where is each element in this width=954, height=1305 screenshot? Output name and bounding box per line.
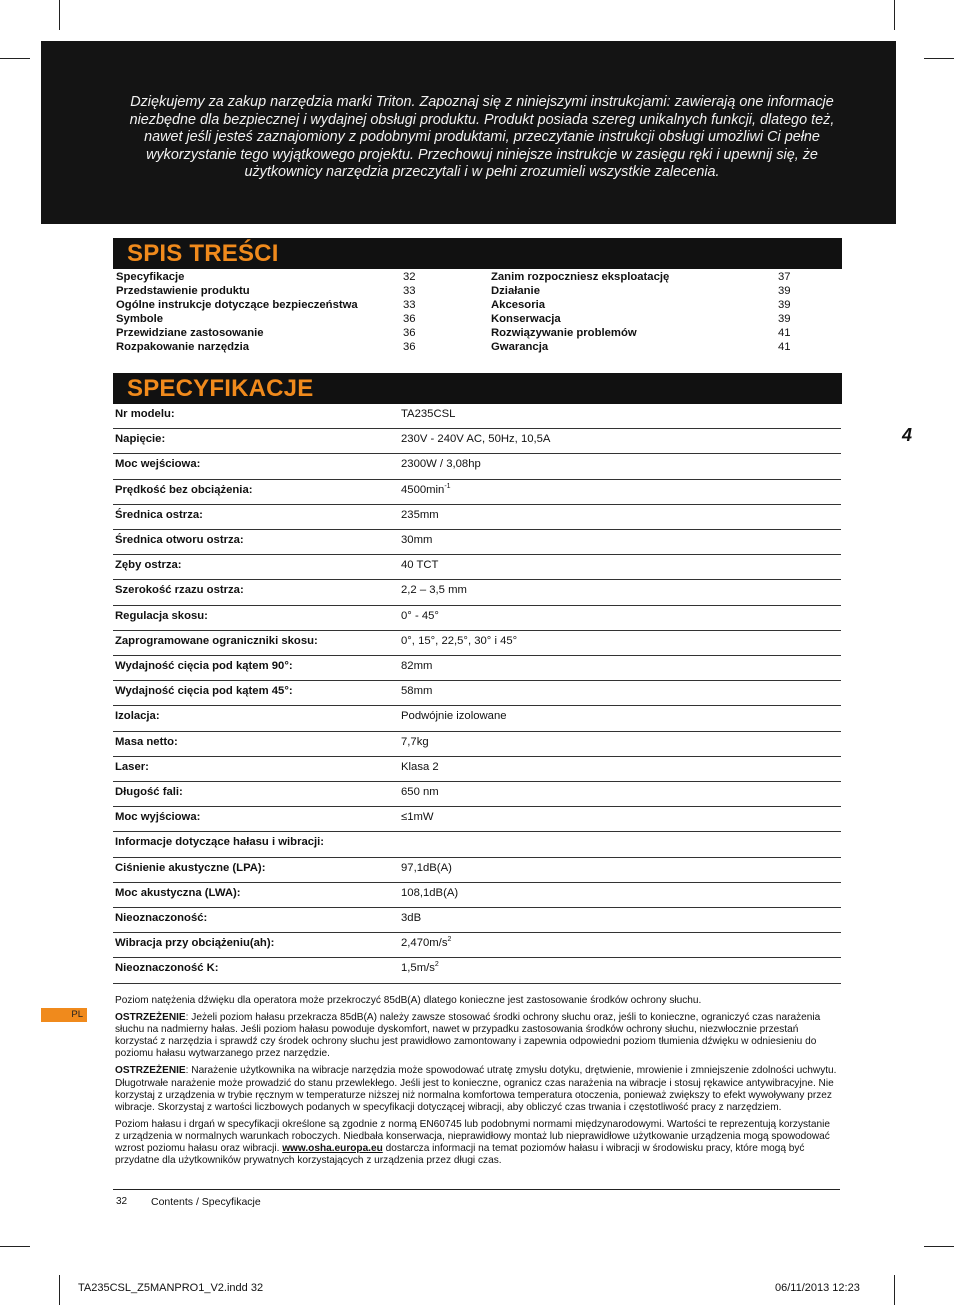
spec-row bbox=[113, 453, 841, 479]
spec-label: Szerokość rzazu ostrza: bbox=[115, 584, 244, 597]
spec-value bbox=[401, 811, 434, 823]
spec-value-text: 235mm bbox=[401, 508, 439, 521]
spec-value-text: 2,2 – 3,5 mm bbox=[401, 584, 467, 597]
spec-value-sup: -1 bbox=[444, 482, 451, 490]
toc-item-label: Gwarancja bbox=[491, 341, 549, 353]
spec-row bbox=[113, 907, 841, 933]
toc-item-page: 32 bbox=[403, 271, 416, 283]
spec-row bbox=[113, 756, 841, 782]
spec-row bbox=[113, 680, 841, 706]
spec-value bbox=[401, 635, 517, 647]
spec-value-text: 97,1dB(A) bbox=[401, 861, 452, 874]
spec-value bbox=[401, 534, 432, 546]
spec-value bbox=[401, 559, 438, 571]
specs-header bbox=[113, 373, 842, 404]
spec-row bbox=[113, 655, 841, 681]
spec-row bbox=[113, 479, 841, 505]
spec-value bbox=[401, 509, 439, 521]
spec-value bbox=[401, 962, 439, 974]
spec-label: Zaprogramowane ograniczniki skosu: bbox=[115, 634, 318, 647]
spec-value-text: Podwójnie izolowane bbox=[401, 710, 507, 723]
spec-row bbox=[113, 605, 841, 631]
spec-label: Napięcie: bbox=[115, 433, 166, 446]
toc-item-label: Symbole bbox=[116, 313, 164, 325]
spec-row bbox=[113, 781, 841, 807]
spec-label: Moc wyjściowa: bbox=[115, 811, 201, 824]
spec-label: Masa netto: bbox=[115, 735, 178, 748]
spec-value bbox=[401, 862, 452, 874]
spec-label: Laser: bbox=[115, 760, 149, 773]
standards-text-cont: dostarcza informacji na temat poziomów hałasu i wibracji w środowisku pracy, które mogą być przydatne dla użytkowników prywatnych korzystających z urządzenia przez długi czas. bbox=[115, 1143, 805, 1167]
spec-value-text: 2,470m/s bbox=[401, 937, 448, 950]
spec-value-text: 1,5m/s bbox=[401, 962, 435, 975]
spec-label: Wydajność cięcia pod kątem 45°: bbox=[115, 685, 293, 698]
spec-value bbox=[401, 610, 439, 622]
spec-value-text: 40 TCT bbox=[401, 559, 439, 572]
spec-value-text: 230V - 240V AC, 50Hz, 10,5A bbox=[401, 433, 551, 446]
slug-file: TA235CSL_Z5MANPRO1_V2.indd 32 bbox=[78, 1282, 264, 1294]
toc-item-page: 36 bbox=[403, 327, 416, 339]
toc-item-page: 41 bbox=[778, 341, 791, 353]
footer-rule bbox=[113, 1189, 840, 1190]
warning-label: OSTRZEŻENIE bbox=[115, 1065, 186, 1077]
warning-noise-text: : Jeżeli poziom hałasu przekracza 85dB(A) należy zawsze stosować środki ochrony słuchu oraz, jeśli to konieczne, ograniczyć czas narażenia słuchu na nadmierny hałas. Jeśli poziom hałasu powoduje dyskomfort, nawet w przypadku zastosowania środków ochrony słuchu, niezwłocznie przestań korzystać z narzędzia i sprawdź czy środek ochrony słuchu jest prawidłowo zamontowany i zapewnia odpowiedni poziom tłumienia dźwięku w odniesieniu do poziomu hałasu wytwarzanego przez narzędzie. bbox=[115, 1012, 821, 1060]
spec-label: Moc akustyczna (LWA): bbox=[115, 886, 241, 899]
spec-label: Informacje dotyczące hałasu i wibracji: bbox=[115, 836, 325, 849]
osha-link[interactable]: www.osha.europa.eu bbox=[282, 1143, 383, 1155]
spec-label: Długość fali: bbox=[115, 786, 183, 798]
spec-row bbox=[113, 403, 841, 429]
spec-value-text: 7,7kg bbox=[401, 735, 429, 748]
warning-label: OSTRZEŻENIE bbox=[115, 1012, 186, 1024]
spec-value bbox=[401, 685, 432, 697]
spec-value bbox=[401, 660, 432, 672]
crop-mark bbox=[924, 1246, 954, 1247]
crop-mark bbox=[0, 1246, 30, 1247]
spec-row bbox=[113, 529, 841, 555]
toc-header bbox=[113, 238, 842, 269]
spec-label: Zęby ostrza: bbox=[115, 559, 182, 572]
crop-mark bbox=[59, 0, 60, 30]
toc-item-page: 39 bbox=[778, 299, 791, 311]
spec-row bbox=[113, 705, 841, 731]
spec-value bbox=[401, 937, 451, 949]
crop-mark bbox=[0, 58, 30, 59]
spec-value-text: 2300W / 3,08hp bbox=[401, 458, 481, 471]
spec-row bbox=[113, 554, 841, 580]
toc-item-page: 36 bbox=[403, 341, 416, 353]
spec-value-text: 4500min bbox=[401, 483, 445, 496]
spec-label: Wydajność cięcia pod kątem 90°: bbox=[115, 660, 293, 672]
spec-value-text: 58mm bbox=[401, 685, 433, 698]
spec-value-text: 82mm bbox=[401, 660, 433, 672]
spec-value-text: 0°, 15°, 22,5°, 30° i 45° bbox=[401, 634, 518, 647]
spec-row bbox=[113, 932, 841, 958]
spec-label: Nr modelu: bbox=[115, 408, 175, 420]
spec-label: Moc wejściowa: bbox=[115, 458, 201, 471]
spec-row bbox=[113, 504, 841, 530]
spec-value bbox=[401, 736, 429, 748]
spec-value bbox=[401, 887, 458, 899]
toc-item-label: Zanim rozpoczniesz eksploatację bbox=[491, 271, 670, 283]
spec-row bbox=[113, 857, 841, 883]
toc-item-label: Specyfikacje bbox=[116, 271, 185, 283]
spec-value-text: TA235CSL bbox=[401, 408, 456, 420]
spec-value-text: 3dB bbox=[401, 912, 422, 924]
toc-item-label: Działanie bbox=[491, 285, 540, 297]
spec-value-sup: 2 bbox=[434, 961, 439, 969]
spec-value bbox=[401, 584, 467, 596]
toc-item-page: 33 bbox=[403, 285, 416, 297]
toc-item-page: 41 bbox=[778, 327, 791, 339]
spec-value-sup: 2 bbox=[447, 936, 452, 944]
specs-title: SPECYFIKACJE bbox=[127, 375, 314, 402]
toc-item-page: 33 bbox=[403, 299, 416, 311]
spec-row bbox=[113, 882, 841, 908]
spec-label: Nieoznaczoność: bbox=[115, 912, 208, 924]
spec-value-text: ≤1mW bbox=[401, 811, 434, 824]
note-standards bbox=[115, 1119, 837, 1167]
toc-item-label: Przewidziane zastosowanie bbox=[116, 327, 264, 339]
spec-row bbox=[113, 428, 841, 454]
toc-item-page: 39 bbox=[778, 313, 791, 325]
note-warning-vibration bbox=[115, 1065, 837, 1113]
spec-label: Średnica ostrza: bbox=[115, 508, 203, 521]
noise-vibration-notes bbox=[115, 995, 837, 1172]
spec-value-text: 650 nm bbox=[401, 786, 439, 798]
spec-row bbox=[113, 806, 841, 832]
spec-value-text: 108,1dB(A) bbox=[401, 886, 459, 899]
slug-date: 06/11/2013 12:23 bbox=[775, 1282, 860, 1294]
crop-mark bbox=[894, 1275, 895, 1305]
spec-value-text: Klasa 2 bbox=[401, 760, 439, 773]
page-number: 32 bbox=[116, 1196, 128, 1207]
spec-value bbox=[401, 484, 451, 496]
spec-label: Średnica otworu ostrza: bbox=[115, 534, 244, 546]
language-tab: PL bbox=[41, 1008, 87, 1022]
spec-label: Nieoznaczoność K: bbox=[115, 962, 219, 975]
toc-item-page: 39 bbox=[778, 285, 791, 297]
spec-label: Wibracja przy obciążeniu(ah): bbox=[115, 937, 275, 950]
spec-label: Izolacja: bbox=[115, 710, 160, 723]
toc-item-label: Rozpakowanie narzędzia bbox=[116, 341, 250, 353]
spec-label: Regulacja skosu: bbox=[115, 609, 208, 622]
toc-item-label: Konserwacja bbox=[491, 313, 561, 325]
standards-text: Poziom hałasu i drgań w specyfikacji określone są zgodnie z normą EN60745 lub podobnymi normami międzynarodowymi. Wartości te reprezentują korzystanie z urządzenia w normalnych warunkach roboczych. Niedbała konserwacja, nieprawidłowy montaż lub nieprawidłowe użytkowanie urządzenia mogą spowodować wzrost poziomu hałasu oraz wibracji. bbox=[115, 1118, 830, 1155]
toc-item-label: Akcesoria bbox=[491, 299, 546, 311]
spec-row bbox=[113, 957, 841, 983]
note-hearing: Poziom natężenia dźwięku dla operatora może przekroczyć 85dB(A) dlatego konieczne jest zastosowanie środków ochrony słuchu. bbox=[115, 995, 702, 1006]
toc-title: SPIS TREŚCI bbox=[127, 240, 279, 267]
spec-row bbox=[113, 831, 841, 857]
spec-value bbox=[401, 458, 481, 470]
spec-value bbox=[401, 786, 439, 798]
note-warning-noise bbox=[115, 1012, 837, 1060]
spec-row bbox=[113, 630, 841, 656]
spec-value bbox=[401, 433, 550, 445]
edge-mark: 4 bbox=[902, 425, 913, 445]
spec-value bbox=[401, 912, 421, 924]
spec-value bbox=[401, 710, 507, 722]
toc-item-label: Rozwiązywanie problemów bbox=[491, 327, 637, 339]
crop-mark bbox=[59, 1275, 60, 1305]
warning-vibration-text: : Narażenie użytkownika na wibracje narzędzia może spowodować utratę zmysłu dotyku, drętwienie, mrowienie i zmniejszenie zdolności uchwytu. Długotrwałe narażenie może prowadzić do stanu przewlekłego. Jeśli jest to konieczne, ogranicz czas narażenia na wibracje i stosuj rękawice antywibracyjne. Nie korzystaj z urządzenia w trybie ręcznym w temperaturze niższej niż normalna komfortowa temperatura otoczenia, ponieważ zwiększy to efekt wywoływany przez wibracje. Skorzystaj z wartości liczbowych podanych w specyfikacji dotyczącej wibracji, aby obliczyć czas trwania i częstotliwość pracy z narzędziem. bbox=[115, 1065, 837, 1113]
toc-item-label: Przedstawienie produktu bbox=[116, 285, 250, 297]
spec-row bbox=[113, 731, 841, 757]
toc-item-page: 36 bbox=[403, 313, 416, 325]
footer-section: Contents / Specyfikacje bbox=[151, 1196, 261, 1208]
spec-value bbox=[401, 761, 439, 773]
crop-mark bbox=[894, 0, 895, 30]
intro-text: Dziękujemy za zakup narzędzia marki Triton. Zapoznaj się z niniejszymi instrukcjami: zawierają one informacje niezbędne dla bezpiecznej i wydajnej obsługi produktu. Produkt posiada szereg unikalnych funkcji, dlatego też, nawet jeśli jesteś zaznajomiony z podobnymi produktami, przeczytanie instrukcji obsługi umożliwi Ci pełne wykorzystanie tego wyjątkowego projektu. Przechowuj niniejsze instrukcje w zasięgu ręki i upewnij się, że użytkownicy narzędzia przeczytali i w pełni zrozumieli wszystkie zalecenia. bbox=[129, 94, 835, 181]
spec-label: Ciśnienie akustyczne (LPA): bbox=[115, 861, 266, 874]
toc-item-page: 37 bbox=[778, 271, 791, 283]
spec-value-text: 30mm bbox=[401, 534, 433, 546]
spec-row bbox=[113, 579, 841, 605]
crop-mark bbox=[924, 58, 954, 59]
spec-label: Prędkość bez obciążenia: bbox=[115, 483, 253, 496]
toc-item-label: Ogólne instrukcje dotyczące bezpieczeństwa bbox=[116, 299, 358, 311]
spec-value bbox=[401, 408, 455, 420]
spec-value-text: 0° - 45° bbox=[401, 609, 439, 622]
